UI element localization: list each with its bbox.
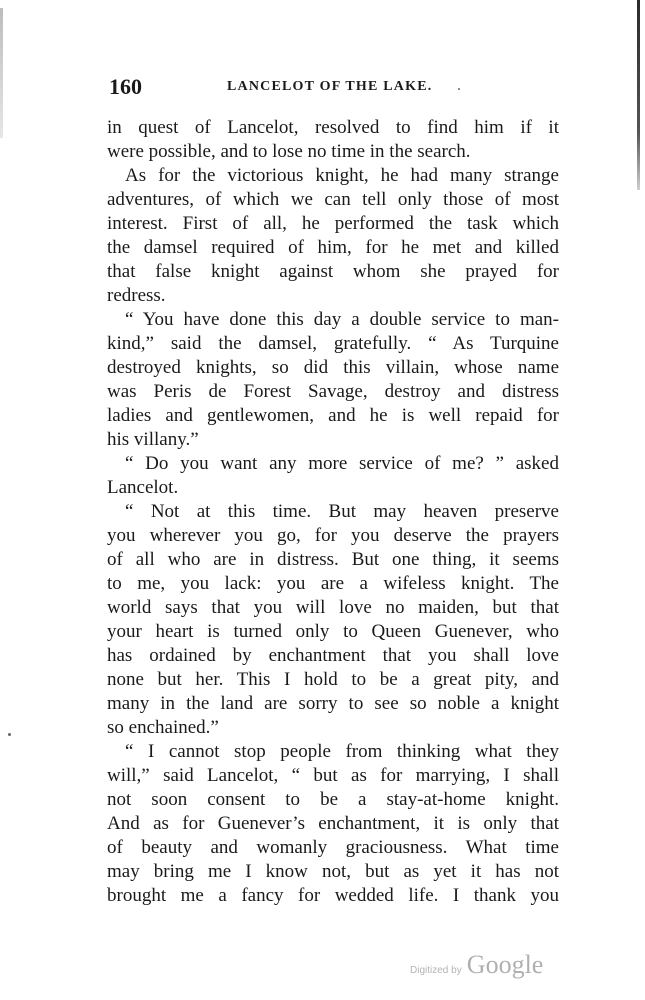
page-number: 160 (109, 74, 142, 99)
scan-speck (8, 733, 11, 736)
text-line: ladies and gentlewomen, and he is well repaid for (107, 405, 559, 426)
text-line: As for the victorious knight, he had many strange (125, 165, 559, 186)
digitized-by-label: Digitized by (410, 965, 462, 976)
page-header (109, 74, 459, 100)
text-line: “ Not at this time. But may heaven preserve (125, 501, 559, 522)
google-watermark (410, 950, 543, 980)
running-title: LANCELOT OF THE LAKE. (227, 79, 433, 94)
text-line: redress. (107, 285, 166, 306)
text-line: that false knight against whom she prayed for (107, 261, 559, 282)
text-line: to me, you lack: you are a wifeless knight. The (107, 573, 559, 594)
text-line: was Peris de Forest Savage, destroy and distress (107, 381, 559, 402)
text-line: kind,” said the damsel, gratefully. “ As Turquine (107, 333, 559, 354)
text-line: will,” said Lancelot, “ but as for marrying, I shall (107, 765, 559, 786)
text-line: brought me a fancy for wedded life. I thank you (107, 885, 559, 906)
text-line: world says that you will love no maiden, but that (107, 597, 559, 618)
text-line: “ Do you want any more service of me? ” asked (125, 453, 559, 474)
text-line: you wherever you go, for you deserve the prayers (107, 525, 559, 546)
text-line: “ You have done this day a double service to man- (125, 309, 559, 330)
body-text (107, 116, 559, 908)
text-line: “ I cannot stop people from thinking what they (125, 741, 559, 762)
text-line: adventures, of which we can tell only those of most (107, 189, 559, 210)
text-line: so enchained.” (107, 717, 219, 738)
text-line: his villany.” (107, 429, 199, 450)
text-line: none but her. This I hold to be a great pity, and (107, 669, 559, 690)
text-line: of all who are in distress. But one thing, it seems (107, 549, 559, 570)
text-line: the damsel required of him, for he met and killed (107, 237, 559, 258)
google-logo: Google (466, 950, 544, 979)
scan-edge-left (0, 8, 3, 138)
text-line: destroyed knights, so did this villain, whose name (107, 357, 559, 378)
text-line: were possible, and to lose no time in the search. (107, 141, 471, 162)
text-line: may bring me I know not, but as yet it has not (107, 861, 559, 882)
text-line: And as for Guenever’s enchantment, it is only that (107, 813, 559, 834)
text-line: of beauty and womanly graciousness. What time (107, 837, 559, 858)
text-line: has ordained by enchantment that you shall love (107, 645, 559, 666)
text-line: not soon consent to be a stay-at-home knight. (107, 789, 559, 810)
text-line: Lancelot. (107, 477, 179, 498)
text-line: in quest of Lancelot, resolved to find him if it (107, 117, 559, 138)
scan-speck (458, 88, 460, 90)
text-line: many in the land are sorry to see so noble a knight (107, 693, 559, 714)
text-line: your heart is turned only to Queen Guenever, who (107, 621, 559, 642)
text-line: interest. First of all, he performed the task which (107, 213, 559, 234)
page-edge-right (637, 0, 640, 190)
